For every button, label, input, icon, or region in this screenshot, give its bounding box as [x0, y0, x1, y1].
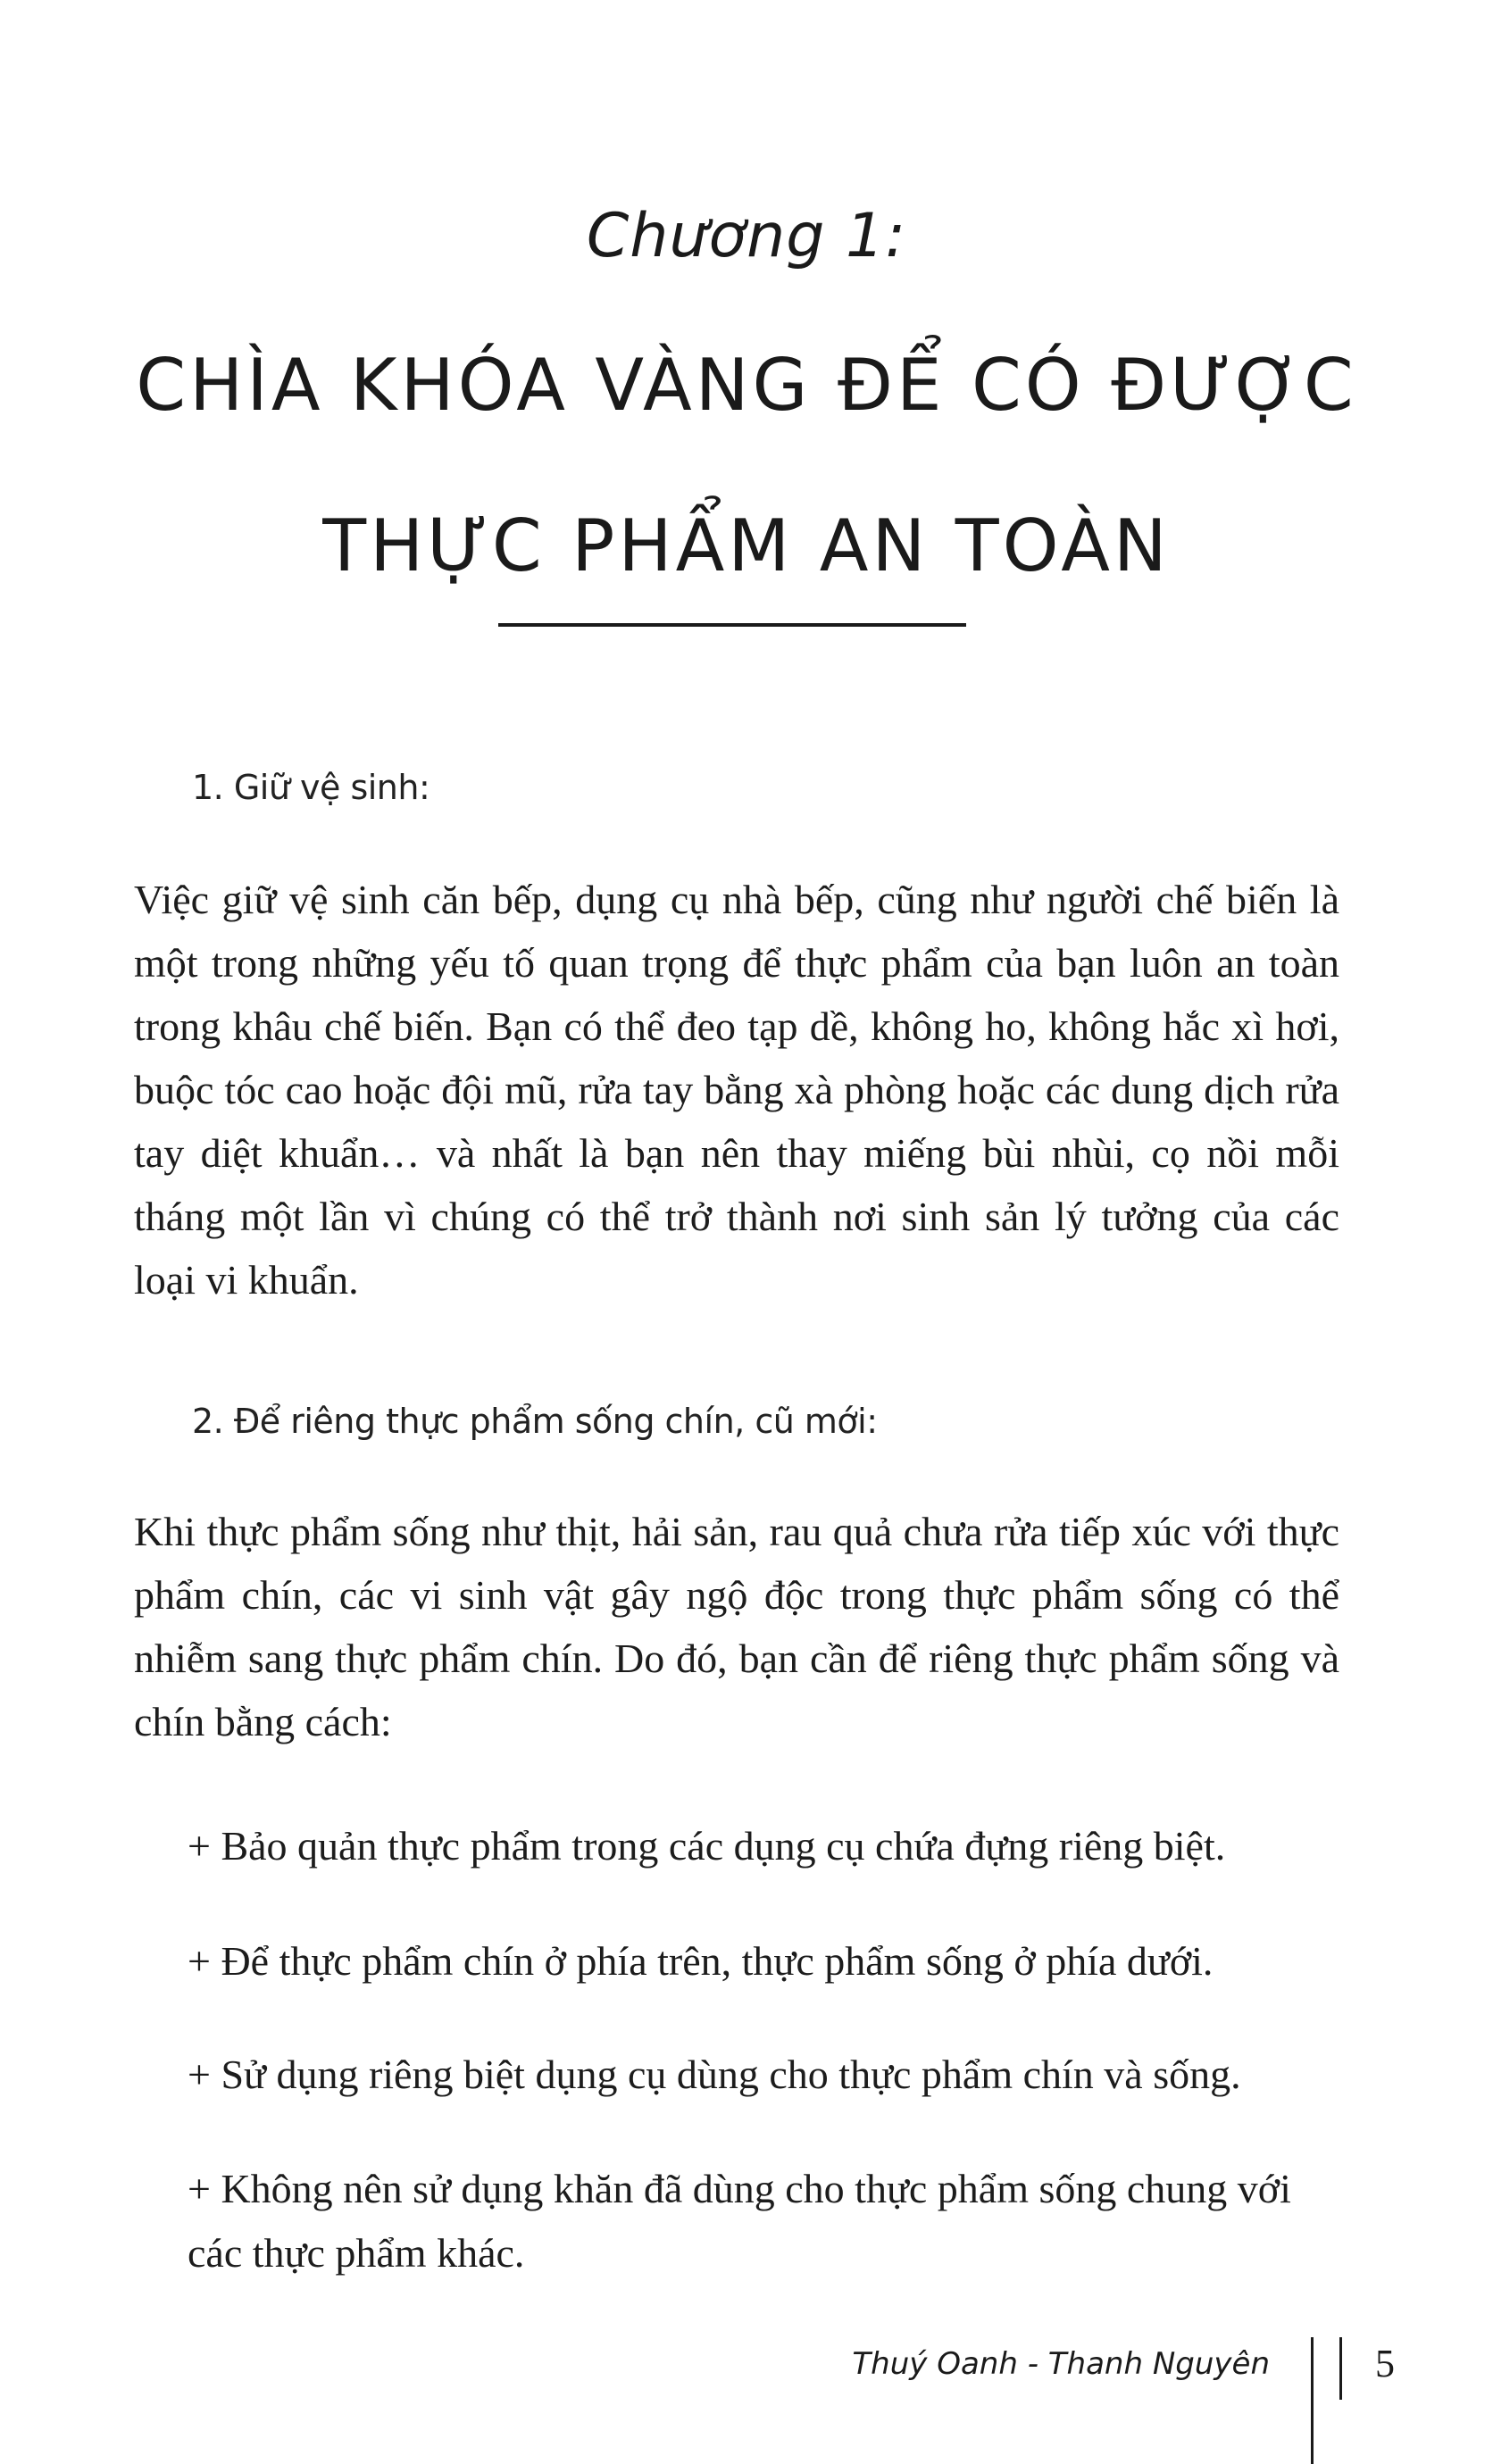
chapter-title-line-1: CHÌA KHÓA VÀNG ĐỂ CÓ ĐƯỢC — [136, 344, 1357, 427]
footer-divider — [1311, 2337, 1314, 2464]
chapter-label: Chương 1: — [586, 201, 907, 271]
chapter-title-line-2: THỰC PHẨM AN TOÀN — [322, 504, 1171, 587]
bullet-item-3: + Sử dụng riêng biệt dụng cụ dùng cho thực phẩm chín và sống. — [188, 2052, 1241, 2097]
section-heading-1: 1. Giữ vệ sinh: — [192, 768, 430, 807]
page-number: 5 — [1375, 2342, 1395, 2385]
footer-authors: Thuý Oanh - Thanh Nguyên — [852, 2346, 1270, 2382]
title-divider — [498, 623, 966, 627]
bullet-item-2: + Để thực phẩm chín ở phía trên, thực phẩm sống ở phía dưới. — [188, 1938, 1214, 1984]
bullet-item-1: + Bảo quản thực phẩm trong các dụng cụ chứa đựng riêng biệt. — [188, 1823, 1226, 1869]
section-paragraph-1: Việc giữ vệ sinh căn bếp, dụng cụ nhà bếp, cũng như người chế biến là một trong những yếu tố quan trọng để thực phẩm của bạn luôn an toàn trong khâu chế biến. Bạn có thể đeo tạp dề, không ho, không hắc xì hơi, buộc tóc cao hoặc đội mũ, rửa tay bằng xà phòng hoặc các dung dịch rửa tay diệt khuẩn… và nhất là bạn nên thay miếng bùi nhùi, cọ nồi mỗi tháng một lần vì chúng có thể trở thành nơi sinh sản lý tưởng của các loại vi khuẩn. — [134, 877, 1339, 1303]
section-heading-2: 2. Để riêng thực phẩm sống chín, cũ mới: — [192, 1402, 878, 1441]
bullet-item-4: + Không nên sử dụng khăn đã dùng cho thực phẩm sống chung với các thực phẩm khác. — [188, 2166, 1291, 2276]
section-paragraph-2: Khi thực phẩm sống như thịt, hải sản, rau quả chưa rửa tiếp xúc với thực phẩm chín, các vi sinh vật gây ngộ độc trong thực phẩm sống có thể nhiễm sang thực phẩm chín. Do đó, bạn cần để riêng thực phẩm sống và chín bằng cách: — [134, 1509, 1339, 1744]
footer-divider-short — [1339, 2337, 1342, 2400]
